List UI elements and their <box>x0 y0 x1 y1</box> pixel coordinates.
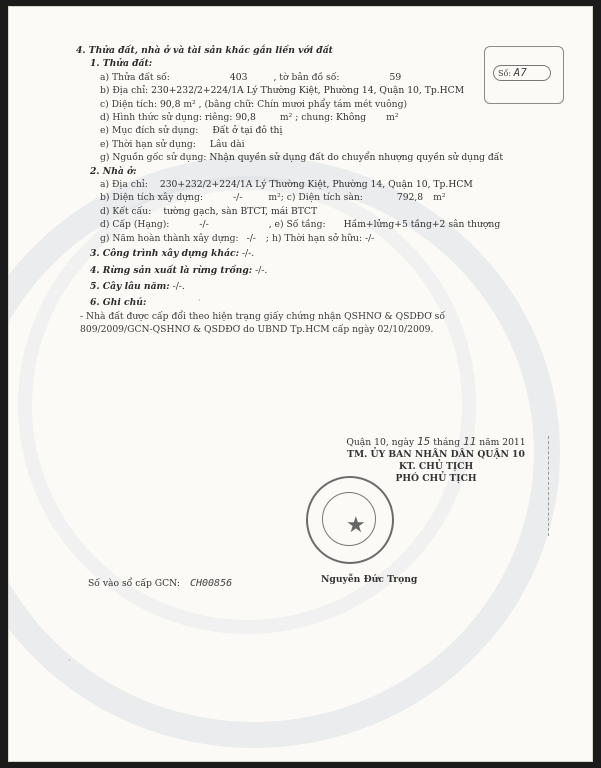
registry-number-row: Số vào sổ cấp GCN: CH00856 <box>88 578 233 589</box>
section3-row: 3. Công trình xây dựng khác: -/-. <box>90 248 255 260</box>
section2-heading: 2. Nhà ở: <box>90 165 137 177</box>
section4-row: 4. Rừng sản xuất là rừng trồng: -/-. <box>90 264 268 276</box>
house-structure-row: d) Kết cấu: tường gạch, sàn BTCT, mái BTCT <box>100 205 318 217</box>
stamp-number: Số: A7 <box>493 65 551 81</box>
speck-mark: · <box>68 656 71 665</box>
issuing-authority: TM. ỦY BAN NHÂN DÂN QUẬN 10 <box>347 449 525 460</box>
house-address-row: a) Địa chỉ: 230+232/2+224/1A Lý Thường Kiệt, Phường 14, Quận 10, Tp.HCM <box>100 179 473 191</box>
signer-role-2: PHÓ CHỦ TỊCH <box>395 473 477 484</box>
section6-heading: 6. Ghi chú: <box>90 297 147 309</box>
section1-heading: 1. Thửa đất: <box>90 58 153 70</box>
usage-form-row: d) Hình thức sử dụng: riêng: 90,8 m² ; chung: Không m² <box>100 112 399 124</box>
note-line-1: - Nhà đất được cấp đổi theo hiện trạng giấy chứng nhận QSHNƠ & QSDĐƠ số <box>80 310 445 322</box>
usage-purpose-row: e) Mục đích sử dụng: Đất ở tại đô thị <box>100 125 283 137</box>
note-line-2: 809/2009/GCN-QSHNƠ & QSDĐƠ do UBND Tp.HCM cấp ngày 02/10/2009. <box>80 324 434 336</box>
parcel-area-row: c) Diện tích: 90,8 m² , (bằng chữ: Chín mươi phẩy tám mét vuông) <box>100 98 408 110</box>
section5-row: 5. Cây lâu năm: -/-. <box>90 280 185 292</box>
seal-emblem <box>322 492 376 546</box>
signer-name: Nguyễn Đức Trọng <box>321 574 418 585</box>
section-title: 4. Thửa đất, nhà ở và tài sản khác gắn liền với đất <box>76 45 333 56</box>
usage-origin-row: g) Nguồn gốc sử dụng: Nhận quyền sử dụng đất do chuyển nhượng quyền sử dụng đất <box>100 152 504 164</box>
certificate-page <box>8 6 593 762</box>
issue-date: Quận 10, ngày 15 tháng 11 năm 2011 <box>346 435 526 448</box>
house-area-row: b) Diện tích xây dựng: -/- m²; c) Diện tích sàn: 792,8 m² <box>100 192 446 204</box>
parcel-number-row: a) Thửa đất số: 403 , tờ bản đồ số: 59 <box>100 71 402 83</box>
registry-number: CH00856 <box>189 578 233 589</box>
house-year-row: g) Năm hoàn thành xây dựng: -/- ; h) Thời hạn sở hữu: -/- <box>100 232 375 244</box>
official-seal <box>306 476 394 564</box>
margin-annotation <box>548 436 563 536</box>
speck-mark: · <box>198 296 201 305</box>
house-grade-row: d) Cấp (Hạng): -/- , e) Số tầng: Hầm+lửng+5 tầng+2 sân thượng <box>100 219 501 231</box>
usage-term-row: e) Thời hạn sử dụng: Lâu dài <box>100 138 245 150</box>
parcel-address-row: b) Địa chỉ: 230+232/2+224/1A Lý Thường Kiệt, Phường 14, Quận 10, Tp.HCM <box>100 85 465 97</box>
signer-role-1: KT. CHỦ TỊCH <box>398 461 474 472</box>
document-body <box>68 44 578 337</box>
star-icon: ★ <box>346 513 366 538</box>
